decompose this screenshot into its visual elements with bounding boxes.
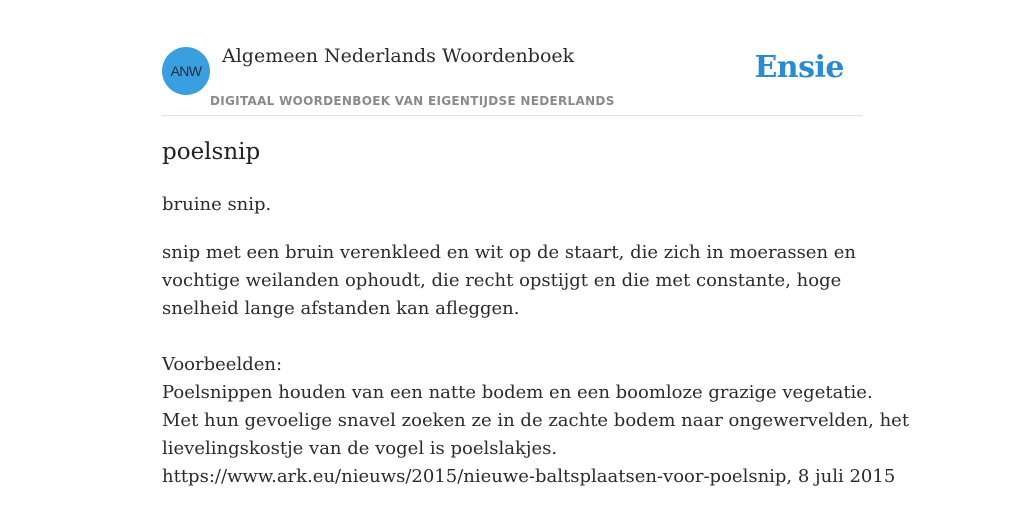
dictionary-subtitle: DIGITAAL WOORDENBOEK VAN EIGENTIJDSE NEDERLANDS: [210, 94, 615, 108]
synonym: bruine snip.: [162, 194, 272, 215]
anw-logo[interactable]: [162, 47, 210, 95]
logo-text: ANW: [170, 63, 202, 79]
definition-line: snip met een bruin verenkleed en wit op de staart, die zich in moerassen en: [162, 242, 857, 263]
example-line: Poelsnippen houden van een natte bodem en een boomloze grazige vegetatie.: [162, 382, 873, 403]
example-line: lievelingskostje van de vogel is poelslakjes.: [162, 438, 558, 459]
headword: poelsnip: [162, 139, 261, 165]
example-source-line: https://www.ark.eu/nieuws/2015/nieuwe-baltsplaatsen-voor-poelsnip, 8 juli 2015: [162, 466, 896, 487]
header: [162, 0, 862, 116]
entry-body: [162, 239, 910, 491]
entry-card: [162, 0, 910, 512]
definition-line: snelheid lange afstanden kan afleggen.: [162, 298, 520, 319]
definition-line: vochtige weilanden ophoudt, die recht opstijgt en die met constante, hoge: [162, 270, 842, 291]
paragraph-spacer: [162, 323, 867, 351]
ensie-brand-logo[interactable]: Ensie: [754, 50, 844, 85]
example-line: Met hun gevoelige snavel zoeken ze in de zachte bodem naar ongewervelden, het: [162, 410, 910, 431]
dictionary-title[interactable]: Algemeen Nederlands Woordenboek: [222, 45, 575, 67]
examples-label: Voorbeelden:: [162, 354, 283, 375]
